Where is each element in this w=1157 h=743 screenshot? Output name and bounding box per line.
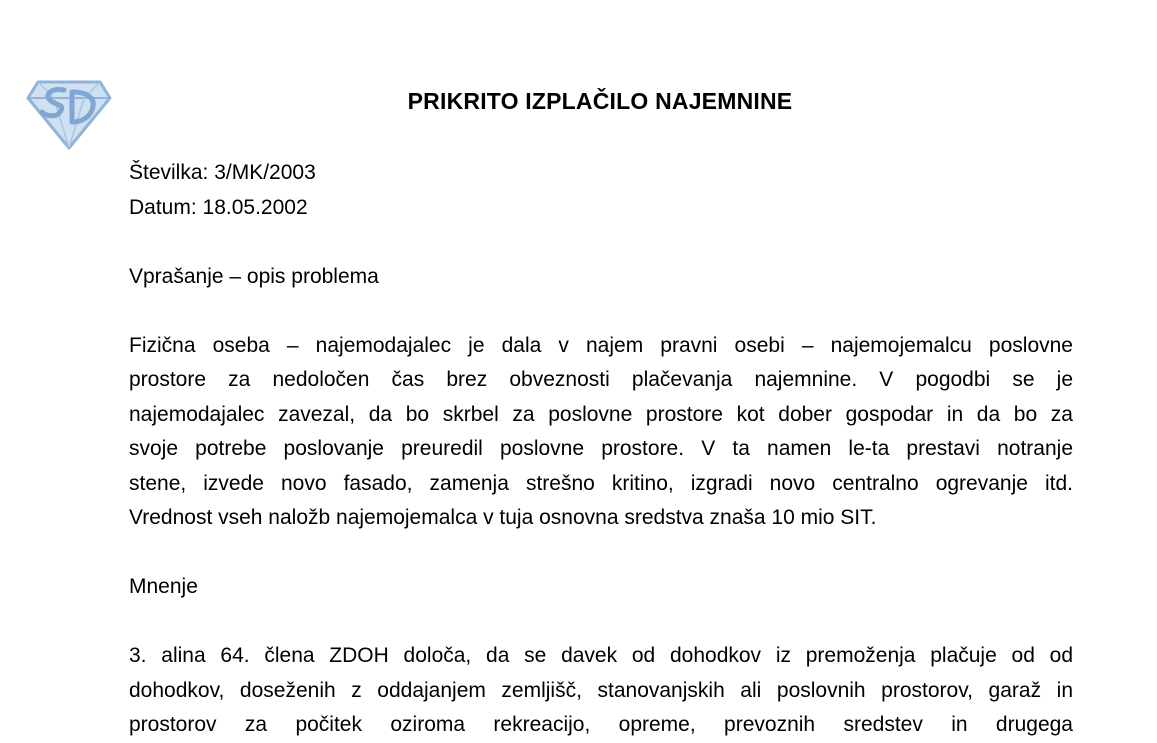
question-line: stene, izvede novo fasado, zamenja strešno kritino, izgradi novo centralno ogrevanje itd. bbox=[129, 471, 1073, 495]
question-paragraph bbox=[129, 329, 1073, 536]
opinion-heading: Mnenje bbox=[129, 575, 198, 598]
opinion-line: prostorov za počitek oziroma rekreacijo, opreme, prevoznih sredstev in drugega bbox=[129, 713, 1073, 736]
question-line: Vrednost vseh naložb najemojemalca v tuja osnovna sredstva znaša 10 mio SIT. bbox=[129, 506, 877, 529]
opinion-line: 3. alina 64. člena ZDOH določa, da se davek od dohodkov iz premoženja plačuje od od bbox=[129, 644, 1073, 667]
question-line: najemodajalec zavezal, da bo skrbel za poslovne prostore kot dober gospodar in da bo za bbox=[129, 402, 1073, 426]
question-line: prostore za nedoločen čas brez obveznosti plačevanja najemnine. V pogodbi se je bbox=[129, 368, 1073, 391]
document-title: PRIKRITO IZPLAČILO NAJEMNINE bbox=[407, 88, 793, 114]
document-date: Datum: 18.05.2002 bbox=[129, 195, 308, 219]
question-heading: Vprašanje – opis problema bbox=[129, 264, 379, 288]
question-line: Fizična oseba – najemodajalec je dala v najem pravni osebi – najemojemalcu poslovne bbox=[129, 333, 1073, 357]
opinion-line: dohodkov, doseženih z oddajanjem zemljišč, stanovanjskih ali poslovnih prostorov, garaž in bbox=[129, 678, 1073, 702]
question-line: svoje potrebe poslovanje preuredil poslovne prostore. V ta namen le-ta prestavi notranje bbox=[129, 437, 1073, 460]
document-number: Številka: 3/MK/2003 bbox=[129, 161, 316, 184]
document-body bbox=[129, 156, 1073, 743]
opinion-paragraph bbox=[129, 639, 1073, 743]
